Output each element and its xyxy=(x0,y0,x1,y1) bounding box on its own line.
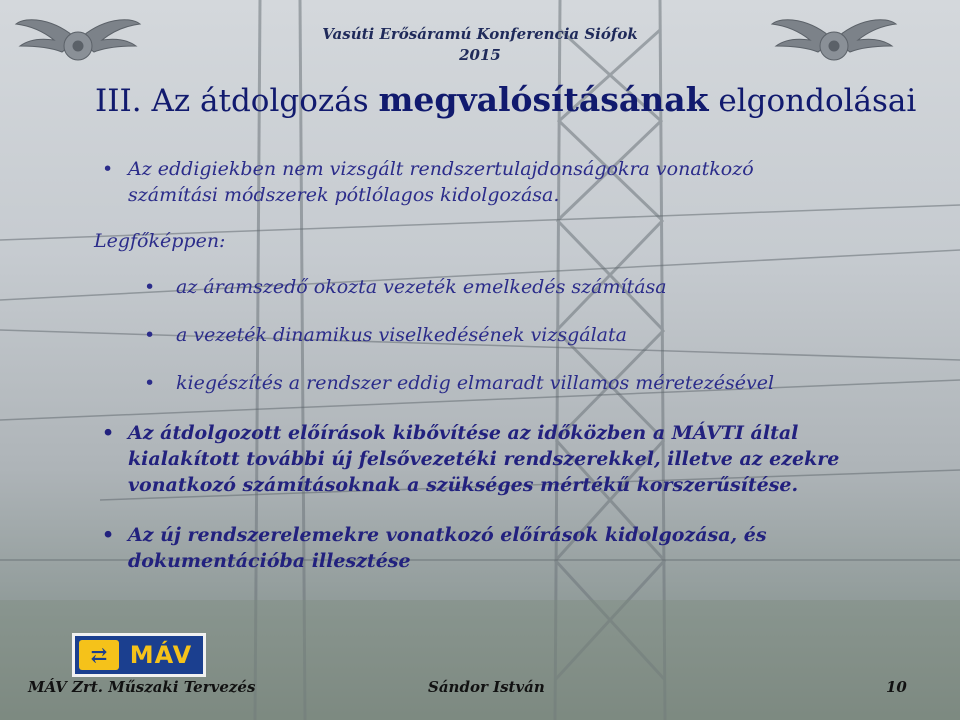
sub-item xyxy=(144,274,667,300)
footer-company: MÁV Zrt. Műszaki Tervezés xyxy=(28,678,256,696)
bold-bullet-line: Az átdolgozott előírások kibővítése az időközben a MÁVTI által xyxy=(128,422,799,444)
bullet-dot: • xyxy=(144,372,156,394)
conference-header xyxy=(0,24,960,66)
sub-item-text: az áramszedő okozta vezeték emelkedés számítása xyxy=(176,276,667,298)
bullet-line: Az eddigiekben nem vizsgált rendszertulajdonságokra vonatkozó xyxy=(128,158,754,180)
lead-text: Legfőképpen: xyxy=(94,230,226,252)
bullet-dot: • xyxy=(102,158,114,180)
bold-bullet-item xyxy=(102,522,767,574)
bullet-dot: • xyxy=(102,422,115,444)
slide-title xyxy=(95,80,955,119)
sub-item xyxy=(144,322,627,348)
sub-item-text: a vezeték dinamikus viselkedésének vizsgálata xyxy=(176,324,627,346)
bold-bullet-line: Az új rendszerelemekre vonatkozó előírások kidolgozása, és xyxy=(128,524,767,546)
bullet-dot: • xyxy=(102,524,115,546)
header-line-1: Vasúti Erősáramú Konferencia Siófok xyxy=(322,25,638,43)
bold-bullet-line: dokumentációba illesztése xyxy=(128,550,411,572)
mav-logo-text: MÁV xyxy=(129,641,193,669)
header-line-2: 2015 xyxy=(459,46,501,64)
sub-item-text: kiegészítés a rendszer eddig elmaradt villamos méretezésével xyxy=(176,372,775,394)
sub-item xyxy=(144,370,775,396)
bold-bullet-line: kialakított további új felsővezetéki rendszerekkel, illetve az ezekre xyxy=(128,448,840,470)
bullet-dot: • xyxy=(144,324,156,346)
title-part-2: megvalósításának xyxy=(378,80,709,119)
bold-bullet-line: vonatkozó számításoknak a szükséges mértékű korszerűsítése. xyxy=(128,474,799,496)
footer-author: Sándor István xyxy=(428,678,545,696)
bullet-dot: • xyxy=(144,276,156,298)
bold-bullet-item xyxy=(102,420,840,498)
mav-logo xyxy=(72,633,206,677)
bullet-line: számítási módszerek pótlólagos kidolgozása. xyxy=(128,184,560,206)
page-number: 10 xyxy=(886,678,907,696)
mav-wheel-icon: ⇄ xyxy=(79,640,119,670)
title-part-3: elgondolásai xyxy=(708,83,917,119)
title-part-1: III. Az átdolgozás xyxy=(95,83,379,119)
bullet-item xyxy=(102,156,754,208)
